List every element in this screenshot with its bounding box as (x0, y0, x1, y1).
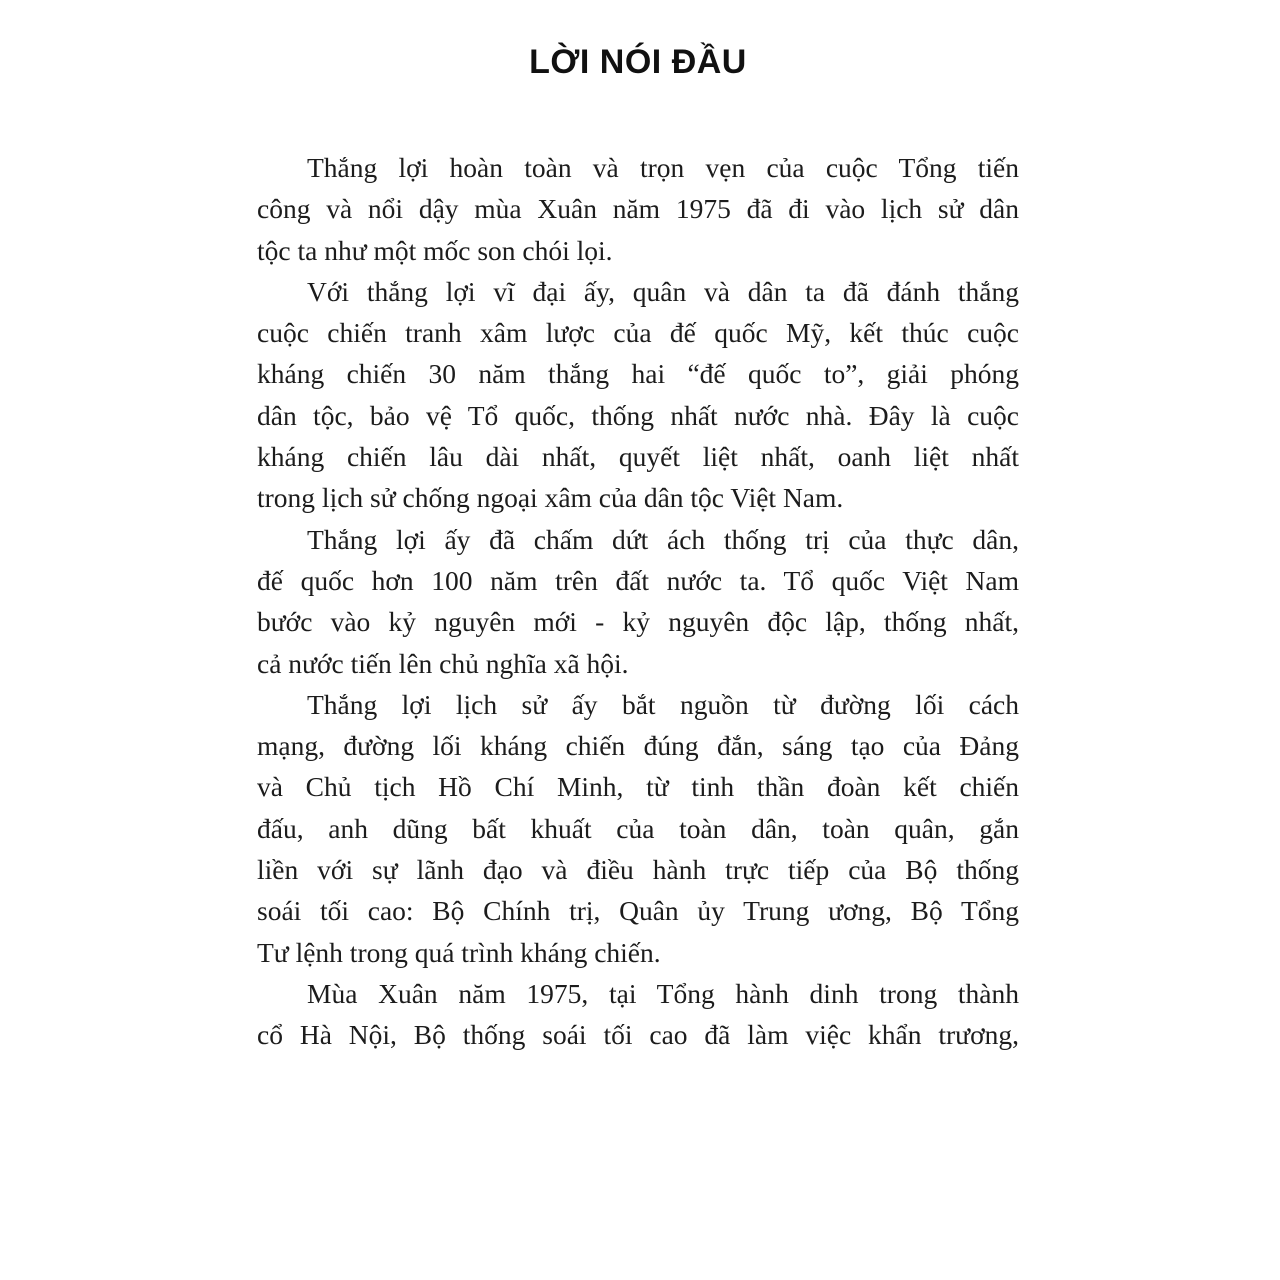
paragraph-1 (257, 147, 1019, 271)
body-text (257, 147, 1019, 1056)
text-line: Thắng lợi hoàn toàn và trọn vẹn của cuộc Tổng tiến (307, 152, 1019, 183)
paragraph-3 (257, 519, 1019, 684)
paragraph-5 (257, 973, 1019, 1056)
text-line: cả nước tiến lên chủ nghĩa xã hội. (257, 647, 629, 679)
text-line: tộc ta như một mốc son chói lọi. (257, 234, 613, 266)
text-line: liền với sự lãnh đạo và điều hành trực tiếp của Bộ thống (257, 854, 1019, 886)
text-line: bước vào kỷ nguyên mới - kỷ nguyên độc lập, thống nhất, (257, 606, 1019, 638)
text-line: Với thắng lợi vĩ đại ấy, quân và dân ta đã đánh thắng (307, 275, 1019, 307)
text-line: dân tộc, bảo vệ Tổ quốc, thống nhất nước nhà. Đây là cuộc (257, 399, 1019, 431)
text-line: đấu, anh dũng bất khuất của toàn dân, toàn quân, gắn (257, 812, 1019, 844)
text-line: đế quốc hơn 100 năm trên đất nước ta. Tổ quốc Việt Nam (257, 564, 1019, 596)
text-line: công và nổi dậy mùa Xuân năm 1975 đã đi vào lịch sử dân (257, 193, 1019, 225)
text-line: mạng, đường lối kháng chiến đúng đắn, sáng tạo của Đảng (257, 730, 1019, 762)
text-line: Mùa Xuân năm 1975, tại Tổng hành dinh trong thành (307, 977, 1019, 1009)
paragraph-4 (257, 684, 1019, 973)
text-line: và Chủ tịch Hồ Chí Minh, từ tinh thần đoàn kết chiến (257, 771, 1019, 803)
text-line: kháng chiến 30 năm thắng hai “đế quốc to”, giải phóng (257, 358, 1019, 390)
text-line: cuộc chiến tranh xâm lược của đế quốc Mỹ, kết thúc cuộc (257, 317, 1019, 349)
text-line: kháng chiến lâu dài nhất, quyết liệt nhất, oanh liệt nhất (257, 441, 1019, 473)
page-title: LỜI NÓI ĐẦU (529, 43, 747, 81)
text-line: Tư lệnh trong quá trình kháng chiến. (257, 936, 661, 968)
text-line: trong lịch sử chống ngoại xâm của dân tộc Việt Nam. (257, 482, 844, 514)
text-line: soái tối cao: Bộ Chính trị, Quân ủy Trung ương, Bộ Tổng (257, 895, 1019, 927)
text-line: Thắng lợi ấy đã chấm dứt ách thống trị của thực dân, (307, 523, 1019, 555)
paragraph-2 (257, 271, 1019, 519)
text-line: Thắng lợi lịch sử ấy bắt nguồn từ đường lối cách (307, 688, 1019, 720)
text-line: cổ Hà Nội, Bộ thống soái tối cao đã làm việc khẩn trương, (257, 1019, 1019, 1051)
